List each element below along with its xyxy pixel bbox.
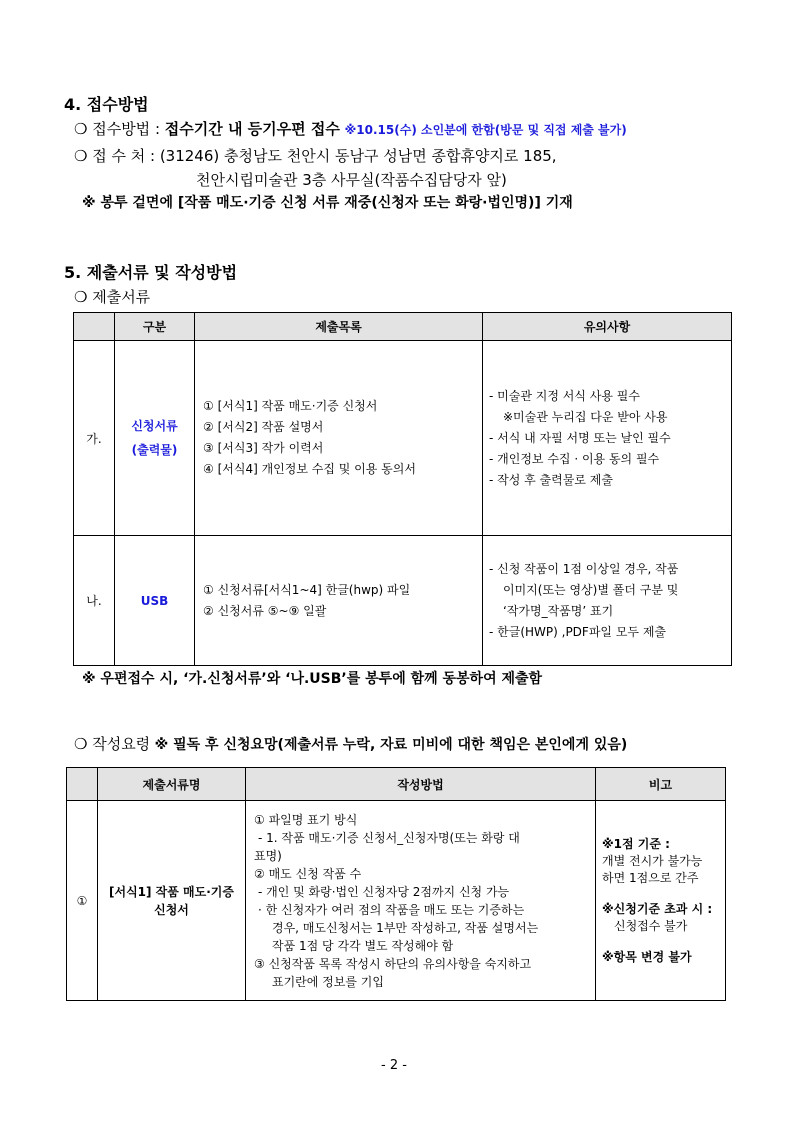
- receipt-address-line1: (31246) 충청남도 천안시 동남구 성남면 종합휴양지로 185,: [159, 147, 557, 165]
- list-item: ② 신청서류 ⑤~⑨ 일괄: [203, 603, 327, 618]
- note-item: - 작성 후 출력물로 제출: [489, 472, 613, 487]
- remark-line: 개별 전시가 불가능: [602, 853, 703, 868]
- method-line: ③ 신청작품 목록 작성시 하단의 유의사항을 숙지하고: [254, 956, 532, 971]
- guide-label: ❍ 작성요령: [74, 735, 151, 753]
- table-row: [74, 536, 732, 666]
- remark-title: ※1점 기준 :: [602, 836, 670, 851]
- note-item: 이미지(또는 영상)별 폴더 구분 및: [503, 582, 679, 597]
- receipt-method-value: 접수기간 내 등기우편 접수: [164, 120, 340, 138]
- header-notes: 유의사항: [483, 313, 732, 341]
- mail-note: ※ 우편접수 시, ‘가.신청서류’와 ‘나.USB’를 봉투에 함께 동봉하여 제출함: [82, 671, 543, 687]
- note-item: - 미술관 지정 서식 사용 필수: [489, 388, 640, 403]
- table-row: [67, 801, 726, 1001]
- remark-line: 하면 1점으로 간주: [602, 870, 699, 885]
- doc-name-line1: [서식1] 작품 매도·기증: [109, 884, 234, 899]
- row-remark: [596, 801, 726, 1001]
- method-line: 표명): [254, 848, 282, 863]
- row-category: [115, 341, 195, 536]
- method-line: · 한 신청자가 여러 점의 작품을 매도 또는 기증하는: [258, 902, 525, 917]
- docs-label: ❍ 제출서류: [74, 288, 151, 306]
- row-doc-name: [98, 801, 246, 1001]
- table-header-row: [67, 768, 726, 801]
- note-item: ‘작가명_작품명’ 표기: [503, 603, 614, 618]
- note-item: - 서식 내 자필 서명 또는 날인 필수: [489, 430, 671, 445]
- section5-title: 5. 제출서류 및 작성방법: [64, 263, 238, 282]
- header-no: [74, 313, 115, 341]
- row-items: [195, 341, 483, 536]
- row-no: 가.: [74, 341, 115, 536]
- remark-title: ※신청기준 초과 시 :: [602, 901, 713, 916]
- row-category: USB: [115, 536, 195, 666]
- receipt-method-note: ※10.15(수) 소인분에 한함(방문 및 직접 제출 불가): [344, 123, 627, 137]
- receipt-address-row: [74, 145, 557, 166]
- header-category: 구분: [115, 313, 195, 341]
- row-no: ①: [67, 801, 98, 1001]
- method-line: 작품 1점 당 각각 별도 작성해야 함: [272, 938, 454, 953]
- receipt-address-line2: 천안시립미술관 3층 사무실(작품수집담당자 앞): [196, 171, 507, 189]
- list-item: ④ [서식4] 개인정보 수집 및 이용 동의서: [203, 462, 416, 476]
- guide-note: ※ 필독 후 신청요망(제출서류 누락, 자료 미비에 대한 책임은 본인에게 있음): [154, 737, 628, 753]
- table-row: [74, 341, 732, 536]
- category-line2: (출력물): [131, 443, 178, 457]
- note-item: - 신청 작품이 1점 이상일 경우, 작품: [489, 561, 679, 576]
- row-notes: [483, 536, 732, 666]
- method-line: 경우, 매도신청서는 1부만 작성하고, 작품 설명서는: [272, 920, 539, 935]
- method-line: - 1. 작품 매도·기증 신청서_신청자명(또는 화랑 대: [258, 830, 520, 845]
- receipt-method-row: [74, 118, 627, 139]
- row-method: [246, 801, 596, 1001]
- method-line: ① 파일명 표기 방식: [254, 812, 358, 827]
- header-remark: 비고: [596, 768, 726, 801]
- list-item: ③ [서식3] 작가 이력서: [203, 441, 324, 455]
- header-doc-list: 제출목록: [195, 313, 483, 341]
- envelope-note: ※ 봉투 겉면에 [작품 매도·기증 신청 서류 재중(신청자 또는 화랑·법인명)] 기재: [82, 195, 573, 211]
- row-items: [195, 536, 483, 666]
- method-line: - 개인 및 화랑·법인 신청자당 2점까지 신청 가능: [258, 884, 510, 899]
- method-line: ② 매도 신청 작품 수: [254, 866, 362, 881]
- section4-title: 4. 접수방법: [64, 95, 149, 114]
- note-item: ※미술관 누리집 다운 받아 사용: [503, 409, 668, 424]
- category-line1: 신청서류: [131, 419, 178, 433]
- header-method: 작성방법: [246, 768, 596, 801]
- guide-row: [74, 733, 627, 754]
- doc-name-line2: 신청서: [154, 902, 189, 917]
- receipt-address-label: ❍ 접 수 처 :: [74, 147, 156, 165]
- note-item: - 개인정보 수집 · 이용 동의 필수: [489, 451, 660, 466]
- method-line: 표기란에 정보를 기입: [272, 974, 384, 989]
- row-no: 나.: [74, 536, 115, 666]
- writing-guide-table: [66, 767, 726, 1001]
- list-item: ① 신청서류[서식1~4] 한글(hwp) 파일: [203, 582, 411, 597]
- note-item: - 한글(HWP) ,PDF파일 모두 제출: [489, 624, 667, 639]
- submission-docs-table: [73, 312, 732, 666]
- receipt-method-label: ❍ 접수방법 :: [74, 120, 160, 138]
- header-no: [67, 768, 98, 801]
- page-number: - 2 -: [381, 1058, 407, 1073]
- remark-line: 신청접수 불가: [614, 918, 688, 933]
- header-doc-name: 제출서류명: [98, 768, 246, 801]
- list-item: ① [서식1] 작품 매도·기증 신청서: [203, 399, 378, 413]
- remark-title: ※항목 변경 불가: [602, 949, 692, 964]
- list-item: ② [서식2] 작품 설명서: [203, 420, 324, 434]
- row-notes: [483, 341, 732, 536]
- table-header-row: [74, 313, 732, 341]
